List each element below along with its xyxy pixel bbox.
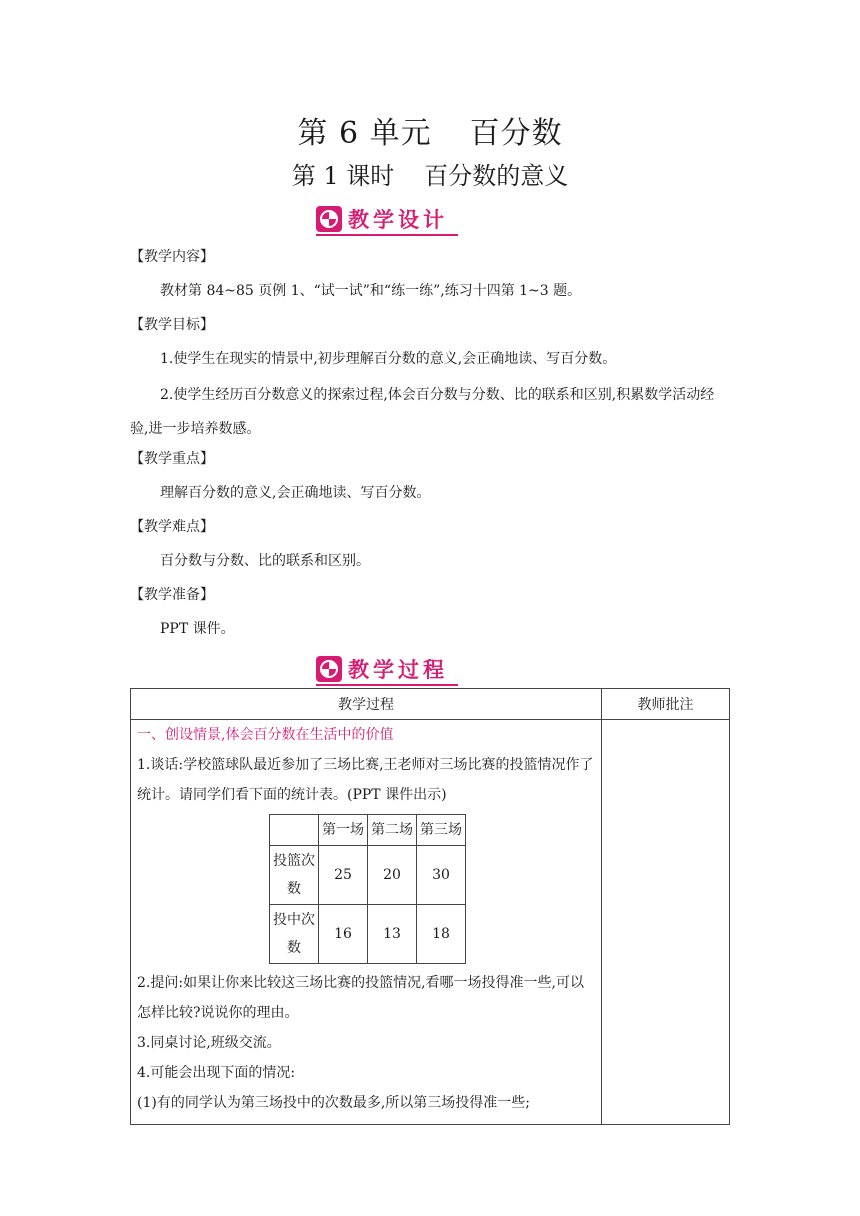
step-title: 一、创设情景,体会百分数在生活中的价值 xyxy=(137,727,394,743)
process-line: (1)有的同学认为第三场投中的次数最多,所以第三场投得准一些; xyxy=(137,1095,530,1111)
stats-col-header: 第三场 xyxy=(417,815,466,846)
unit-number: 第 6 单元 xyxy=(297,116,432,151)
banner-logo-icon xyxy=(316,206,342,232)
banner-logo-icon xyxy=(316,656,342,682)
stats-cell: 18 xyxy=(417,905,466,964)
process-header: 教学过程 xyxy=(131,689,602,720)
section-paragraph: 百分数与分数、比的联系和区别。 xyxy=(160,553,370,569)
stats-row-header: 投中次数 xyxy=(270,905,319,964)
stats-cell: 25 xyxy=(319,846,368,905)
section-heading: 【教学重点】 xyxy=(130,451,214,467)
section-heading: 【教学难点】 xyxy=(130,519,214,535)
notes-header: 教师批注 xyxy=(601,689,729,720)
unit-topic: 百分数 xyxy=(469,116,563,151)
process-line: 1.谈话:学校篮球队最近参加了三场比赛,王老师对三场比赛的投篮情况作了统计。请同学们看下面的统计表。(PPT 课件出示) xyxy=(137,757,594,803)
process-table xyxy=(130,688,730,1125)
key-points-section xyxy=(130,444,730,508)
process-line: 3.同桌讨论,班级交流。 xyxy=(137,1035,281,1051)
unit-title xyxy=(0,108,860,152)
banner-title: 教学过程 xyxy=(348,658,448,682)
stats-cell: 16 xyxy=(319,905,368,964)
lesson-name: 百分数的意义 xyxy=(424,162,569,190)
stats-cell: 13 xyxy=(368,905,417,964)
stats-col-header: 第二场 xyxy=(368,815,417,846)
content-section xyxy=(130,242,730,306)
section-heading: 【教学准备】 xyxy=(130,587,214,603)
teaching-design-banner xyxy=(316,204,458,236)
stats-corner xyxy=(270,815,319,846)
process-line: 4.可能会出现下面的情况: xyxy=(137,1065,296,1081)
stats-table xyxy=(269,814,466,964)
section-paragraph: PPT 课件。 xyxy=(160,621,235,637)
section-paragraph: 教材第 84~85 页例 1、“试一试”和“练一练”,练习十四第 1~3 题。 xyxy=(160,283,582,299)
objectives-section xyxy=(130,310,730,446)
lesson-title xyxy=(0,156,860,191)
banner-title: 教学设计 xyxy=(348,208,448,232)
section-paragraph: 2.使学生经历百分数意义的探索过程,体会百分数与分数、比的联系和区别,积累数学活动经验,进一步培养数感。 xyxy=(130,387,715,437)
section-paragraph: 理解百分数的意义,会正确地读、写百分数。 xyxy=(160,485,431,501)
lesson-number: 第 1 课时 xyxy=(291,162,395,190)
teacher-notes-cell xyxy=(601,720,729,1125)
section-heading: 【教学目标】 xyxy=(130,317,214,333)
stats-cell: 20 xyxy=(368,846,417,905)
stats-cell: 30 xyxy=(417,846,466,905)
section-heading: 【教学内容】 xyxy=(130,249,214,265)
teaching-process-banner xyxy=(316,654,458,686)
section-paragraph: 1.使学生在现实的情景中,初步理解百分数的意义,会正确地读、写百分数。 xyxy=(160,351,617,367)
preparation-section xyxy=(130,580,730,644)
process-line: 2.提问:如果让你来比较这三场比赛的投篮情况,看哪一场投得准一些,可以怎样比较?说说你的理由。 xyxy=(137,975,584,1021)
stats-row-header: 投篮次数 xyxy=(270,846,319,905)
process-cell xyxy=(131,720,602,1125)
difficulties-section xyxy=(130,512,730,576)
stats-col-header: 第一场 xyxy=(319,815,368,846)
